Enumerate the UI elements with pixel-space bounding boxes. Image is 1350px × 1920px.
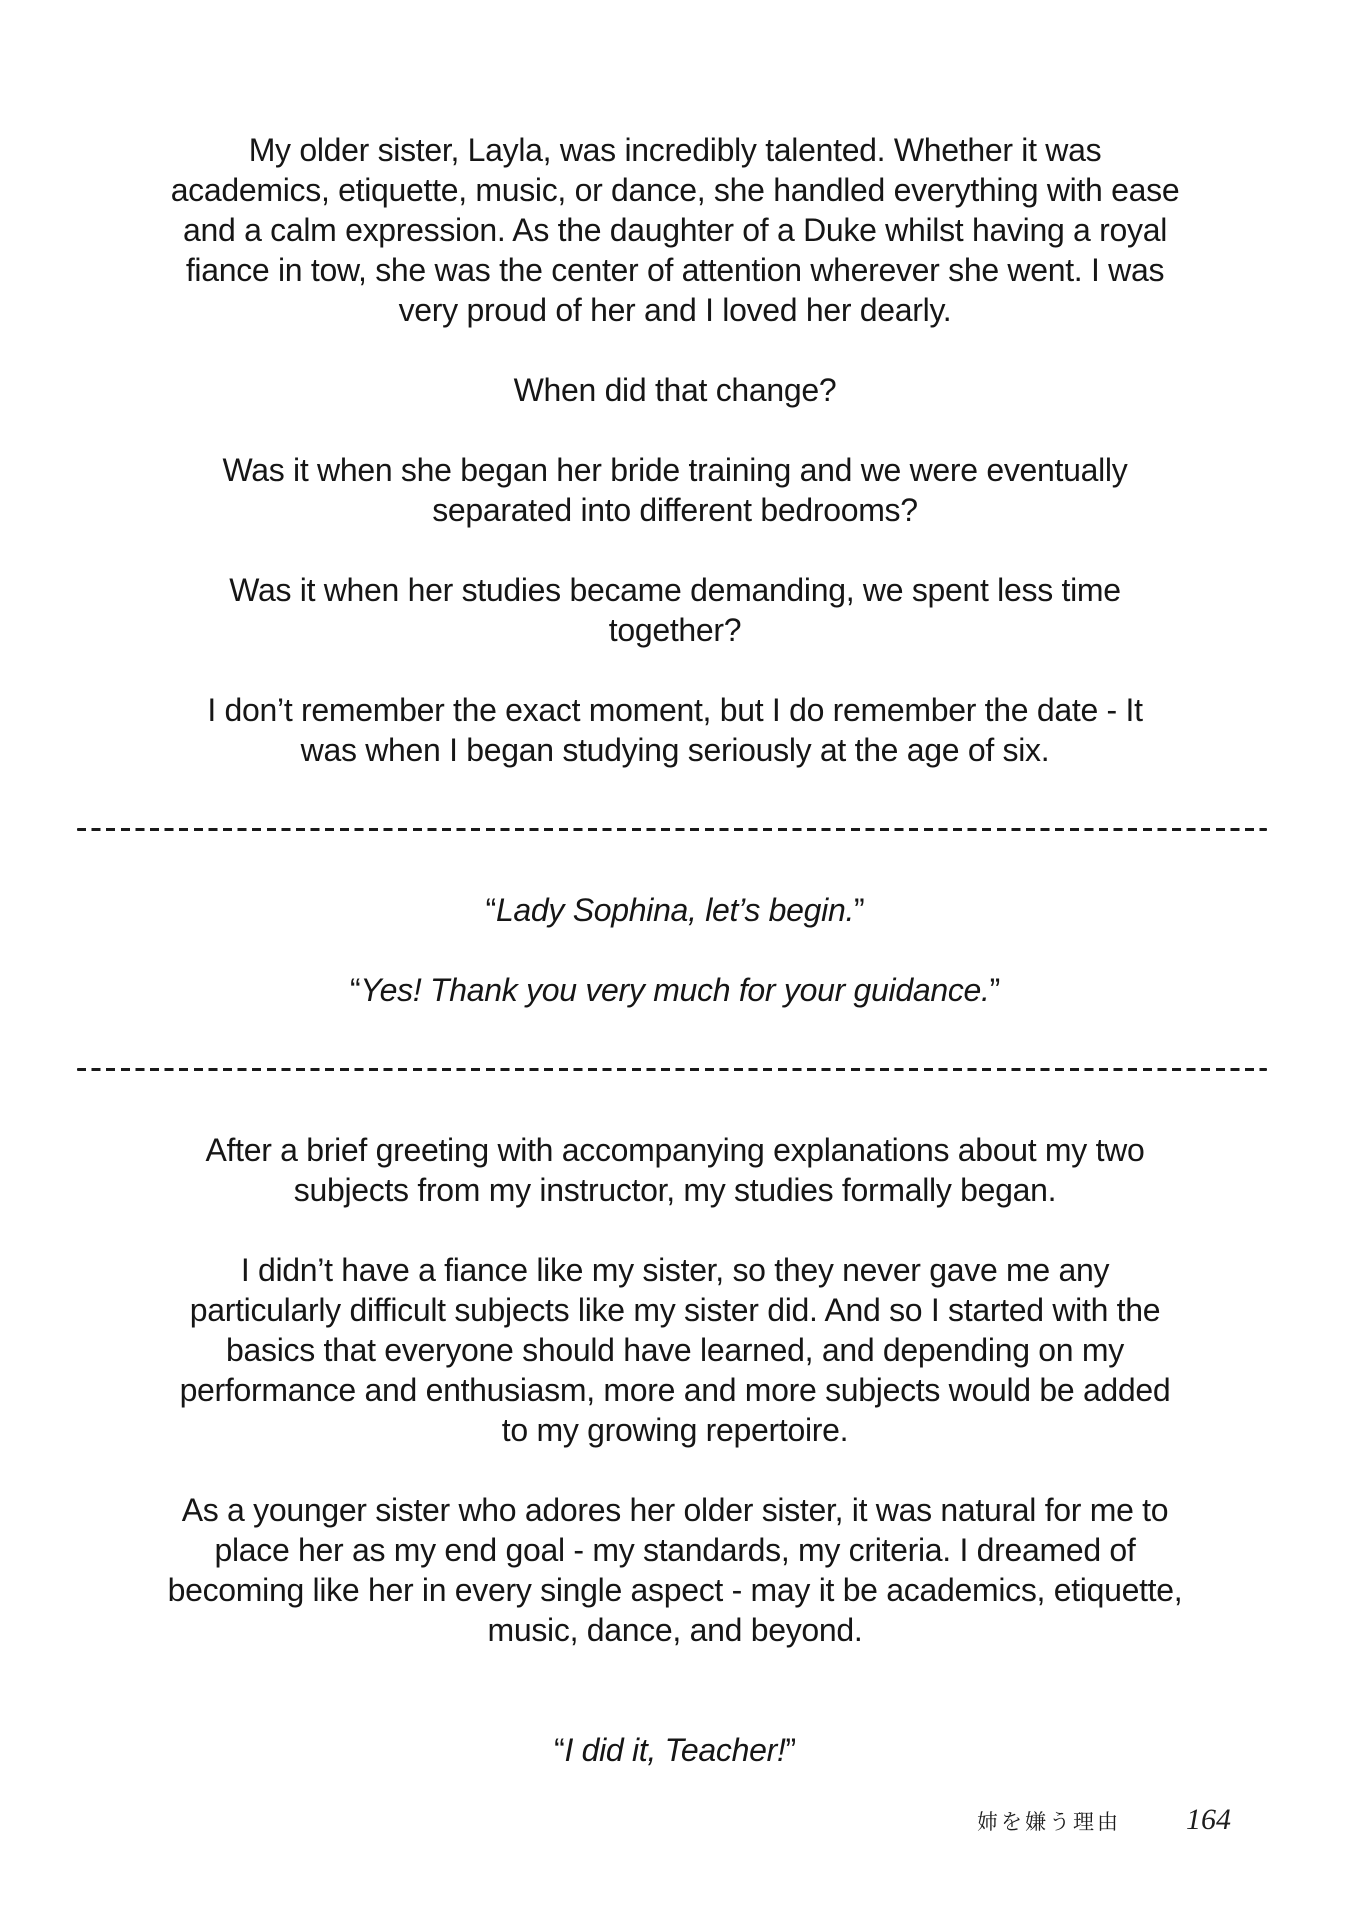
paragraph-4-line-1: Was it when her studies became demanding, we spent less time (229, 572, 1121, 608)
paragraph-7-line-3: basics that everyone should have learned, and depending on my (226, 1332, 1124, 1368)
paragraph-1-line-2: academics, etiquette, music, or dance, she handled everything with ease (170, 172, 1180, 208)
dialogue-line-1 (60, 890, 1290, 930)
close-quote: ” (854, 892, 865, 928)
open-quote: “ (485, 892, 496, 928)
paragraph-1-line-4: fiance in tow, she was the center of attention wherever she went. I was (185, 252, 1165, 288)
open-quote: “ (554, 1732, 565, 1768)
paragraph-5-line-1: I don’t remember the exact moment, but I do remember the date - It (207, 692, 1143, 728)
paragraph-1-line-3: and a calm expression. As the daughter of a Duke whilst having a royal (182, 212, 1168, 248)
close-quote: ” (785, 1732, 796, 1768)
paragraph-6-line-1: After a brief greeting with accompanying explanations about my two (205, 1132, 1145, 1168)
paragraph-8-line-4: music, dance, and beyond. (487, 1612, 863, 1648)
paragraph-2-line-1: When did that change? (513, 372, 837, 408)
paragraph-8-line-1: As a younger sister who adores her older sister, it was natural for me to (181, 1492, 1169, 1528)
close-quote: ” (989, 972, 1000, 1008)
dialogue-text: I did it, Teacher! (564, 1732, 786, 1768)
scene-divider-dashed (77, 1068, 1267, 1071)
paragraph-8-line-2: place her as my end goal - my standards, my criteria. I dreamed of (214, 1532, 1136, 1568)
paragraph-7-line-1: I didn’t have a fiance like my sister, so they never gave me any (240, 1252, 1110, 1288)
paragraph-5-line-2: was when I began studying seriously at the age of six. (300, 732, 1050, 768)
paragraph-1-line-1: My older sister, Layla, was incredibly talented. Whether it was (248, 132, 1102, 168)
dialogue-text: Lady Sophina, let’s begin. (495, 892, 855, 928)
paragraph-3-line-1: Was it when she began her bride training and we were eventually (222, 452, 1128, 488)
page-number: 164 (1186, 1803, 1231, 1836)
page-footer (0, 1803, 1350, 1838)
paragraph-7-line-5: to my growing repertoire. (501, 1412, 849, 1448)
dialogue-line-3 (60, 1730, 1290, 1770)
dialogue-text: Yes! Thank you very much for your guidance. (360, 972, 990, 1008)
paragraph-4-line-2: together? (608, 612, 742, 648)
paragraph-1-line-5: very proud of her and I loved her dearly. (398, 292, 952, 328)
open-quote: “ (350, 972, 361, 1008)
dialogue-line-2 (60, 970, 1290, 1010)
scene-divider-dashed (77, 828, 1267, 831)
paragraph-6-line-2: subjects from my instructor, my studies formally began. (293, 1172, 1057, 1208)
paragraph-3-line-2: separated into different bedrooms? (432, 492, 918, 528)
running-title: 姉を嫌う理由 (977, 1810, 1121, 1834)
paragraph-7-line-4: performance and enthusiasm, more and more subjects would be added (179, 1372, 1171, 1408)
paragraph-7-line-2: particularly difficult subjects like my sister did. And so I started with the (189, 1292, 1161, 1328)
paragraph-8-line-3: becoming like her in every single aspect - may it be academics, etiquette, (167, 1572, 1183, 1608)
